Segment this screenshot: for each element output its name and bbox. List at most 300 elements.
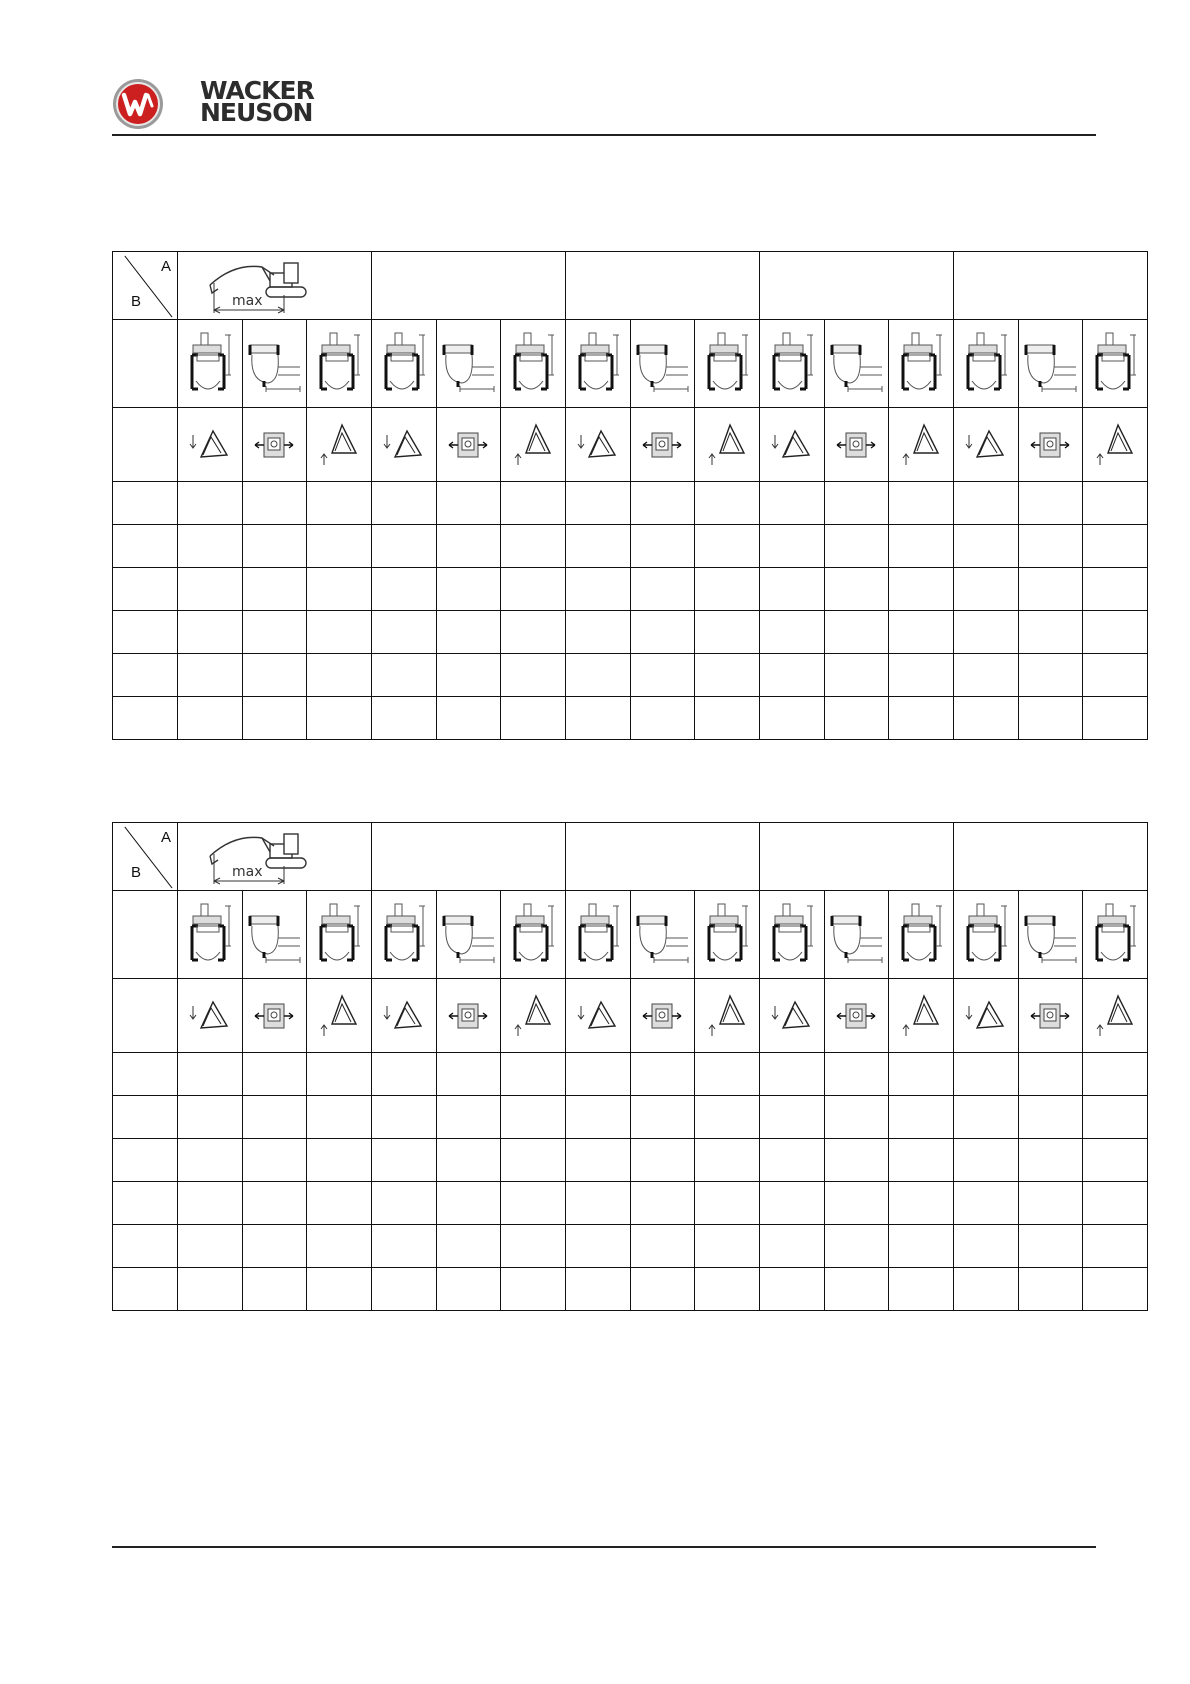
table-cell xyxy=(953,1139,1018,1182)
table-cell xyxy=(824,525,889,568)
table-cell xyxy=(565,1096,630,1139)
table-cell xyxy=(889,525,954,568)
blade-down-icon xyxy=(189,427,231,463)
row-label-cell xyxy=(113,408,178,482)
table-row xyxy=(113,654,1148,697)
position-cell xyxy=(824,891,889,979)
row-label xyxy=(113,1182,178,1225)
table-cell xyxy=(824,611,889,654)
table-cell xyxy=(242,482,307,525)
table-cell xyxy=(1018,1139,1083,1182)
table-cell xyxy=(953,1225,1018,1268)
table-cell xyxy=(436,654,501,697)
table-cell xyxy=(1083,611,1148,654)
blade-down-icon xyxy=(771,998,813,1034)
table-cell xyxy=(307,1268,372,1311)
group-header xyxy=(759,823,953,891)
blade-up-icon xyxy=(1094,994,1136,1038)
brand-line-2: NEUSON xyxy=(200,98,313,127)
lateral-swing-icon xyxy=(835,998,877,1034)
position-cell xyxy=(501,891,566,979)
lateral-swing-icon xyxy=(641,998,683,1034)
table-cell xyxy=(1018,482,1083,525)
row-label xyxy=(113,1139,178,1182)
blade-cell xyxy=(759,979,824,1053)
front-view-undercarriage-icon xyxy=(381,902,427,968)
table-cell xyxy=(759,482,824,525)
table-cell xyxy=(307,1139,372,1182)
table-cell xyxy=(630,482,695,525)
position-cell xyxy=(307,891,372,979)
table-cell xyxy=(759,568,824,611)
table-cell xyxy=(436,1053,501,1096)
table-cell xyxy=(1018,1096,1083,1139)
table-cell xyxy=(824,1096,889,1139)
table-cell xyxy=(307,1225,372,1268)
blade-cell xyxy=(824,979,889,1053)
position-cell xyxy=(565,891,630,979)
table-cell xyxy=(953,654,1018,697)
table-row xyxy=(113,611,1148,654)
table-cell xyxy=(824,1139,889,1182)
table-cell xyxy=(1018,1182,1083,1225)
blade-up-icon xyxy=(706,423,748,467)
table-cell xyxy=(824,568,889,611)
blade-down-icon xyxy=(189,998,231,1034)
group-header xyxy=(565,252,759,320)
table-row xyxy=(113,1096,1148,1139)
table-cell xyxy=(1018,1053,1083,1096)
position-cell xyxy=(178,891,243,979)
table-cell xyxy=(178,611,243,654)
table-cell xyxy=(1018,525,1083,568)
footer-rule xyxy=(112,1546,1096,1548)
table-cell xyxy=(242,654,307,697)
group-header xyxy=(371,252,565,320)
blade-up-icon xyxy=(1094,423,1136,467)
position-cell xyxy=(953,320,1018,408)
blade-cell xyxy=(630,979,695,1053)
table-cell xyxy=(371,1268,436,1311)
blade-down-icon xyxy=(577,427,619,463)
table-cell xyxy=(695,568,760,611)
group-header xyxy=(371,823,565,891)
blade-cell xyxy=(889,979,954,1053)
table-cell xyxy=(501,1182,566,1225)
table-cell xyxy=(759,654,824,697)
group-header-max-reach xyxy=(178,252,372,320)
row-label xyxy=(113,1268,178,1311)
table-cell xyxy=(178,654,243,697)
table-cell xyxy=(759,611,824,654)
table-cell xyxy=(242,697,307,740)
table-cell xyxy=(824,1053,889,1096)
table-cell xyxy=(307,1096,372,1139)
front-view-undercarriage-icon xyxy=(769,902,815,968)
table-cell xyxy=(889,1225,954,1268)
table-cell xyxy=(371,1139,436,1182)
row-label-cell xyxy=(113,320,178,408)
position-cell xyxy=(1018,891,1083,979)
table-cell xyxy=(630,1225,695,1268)
table-cell xyxy=(1018,654,1083,697)
blade-cell xyxy=(565,979,630,1053)
table-cell xyxy=(824,654,889,697)
table-cell xyxy=(242,1182,307,1225)
table-cell xyxy=(371,1182,436,1225)
table-cell xyxy=(889,1053,954,1096)
table-cell xyxy=(242,1225,307,1268)
blade-cell xyxy=(307,408,372,482)
table-cell xyxy=(824,1268,889,1311)
table-cell xyxy=(824,482,889,525)
blade-cell xyxy=(371,408,436,482)
table-cell xyxy=(630,525,695,568)
row-label xyxy=(113,611,178,654)
position-cell xyxy=(759,891,824,979)
table-cell xyxy=(436,568,501,611)
table-cell xyxy=(178,697,243,740)
table-cell xyxy=(501,654,566,697)
lifting-capacity-table-2 xyxy=(112,822,1148,1311)
header-rule xyxy=(112,134,1096,136)
front-view-undercarriage-icon xyxy=(575,331,621,397)
table-cell xyxy=(565,568,630,611)
table-cell xyxy=(501,525,566,568)
table-cell xyxy=(1083,1268,1148,1311)
table-cell xyxy=(1083,1139,1148,1182)
lifting-capacity-table-1 xyxy=(112,251,1148,740)
table-cell xyxy=(178,482,243,525)
blade-cell xyxy=(436,408,501,482)
blade-cell xyxy=(436,979,501,1053)
blade-down-icon xyxy=(383,998,425,1034)
blade-down-icon xyxy=(577,998,619,1034)
table-cell xyxy=(371,611,436,654)
side-view-undercarriage-icon xyxy=(634,902,690,968)
group-header-max-reach xyxy=(178,823,372,891)
table-cell xyxy=(178,1182,243,1225)
table-cell xyxy=(759,1139,824,1182)
table-cell xyxy=(889,1268,954,1311)
position-cell xyxy=(889,891,954,979)
table-row xyxy=(113,1268,1148,1311)
table-cell xyxy=(501,1268,566,1311)
table-cell xyxy=(1083,1096,1148,1139)
blade-up-icon xyxy=(512,994,554,1038)
table-cell xyxy=(565,611,630,654)
brand-wordmark xyxy=(200,76,314,127)
position-cell xyxy=(307,320,372,408)
header-row-blade xyxy=(113,979,1148,1053)
table-cell xyxy=(1083,1225,1148,1268)
lateral-swing-icon xyxy=(447,998,489,1034)
table-row xyxy=(113,1053,1148,1096)
table-row xyxy=(113,1139,1148,1182)
table-cell xyxy=(695,611,760,654)
table-row xyxy=(113,1182,1148,1225)
position-cell xyxy=(178,320,243,408)
brand-line-1: WACKER xyxy=(200,76,314,105)
blade-cell xyxy=(178,979,243,1053)
lateral-swing-icon xyxy=(447,427,489,463)
blade-cell xyxy=(889,408,954,482)
table-cell xyxy=(178,1225,243,1268)
table-cell xyxy=(824,697,889,740)
table-cell xyxy=(1083,654,1148,697)
table-cell xyxy=(436,1182,501,1225)
header-row-groups xyxy=(113,823,1148,891)
table-cell xyxy=(889,697,954,740)
table-cell xyxy=(371,568,436,611)
table-cell xyxy=(953,1182,1018,1225)
table-cell xyxy=(242,1096,307,1139)
blade-up-icon xyxy=(900,423,942,467)
front-view-undercarriage-icon xyxy=(1092,902,1138,968)
table-cell xyxy=(436,1225,501,1268)
table-cell xyxy=(889,568,954,611)
lateral-swing-icon xyxy=(835,427,877,463)
table-row xyxy=(113,568,1148,611)
table-cell xyxy=(759,525,824,568)
table-cell xyxy=(953,1053,1018,1096)
table-cell xyxy=(695,525,760,568)
blade-cell xyxy=(1018,979,1083,1053)
front-view-undercarriage-icon xyxy=(187,331,233,397)
table-cell xyxy=(307,697,372,740)
row-label xyxy=(113,1096,178,1139)
table-cell xyxy=(436,525,501,568)
position-cell xyxy=(501,320,566,408)
table-cell xyxy=(242,568,307,611)
excavator-max-reach-icon xyxy=(204,826,344,888)
table-row xyxy=(113,482,1148,525)
table-cell xyxy=(565,654,630,697)
table-cell xyxy=(695,1096,760,1139)
blade-up-icon xyxy=(512,423,554,467)
blade-cell xyxy=(565,408,630,482)
side-view-undercarriage-icon xyxy=(246,902,302,968)
blade-down-icon xyxy=(965,427,1007,463)
position-cell xyxy=(371,891,436,979)
table-cell xyxy=(824,1182,889,1225)
wacker-neuson-logo-icon xyxy=(112,78,164,130)
table-cell xyxy=(371,482,436,525)
table-cell xyxy=(630,1096,695,1139)
front-view-undercarriage-icon xyxy=(187,902,233,968)
table-cell xyxy=(501,1139,566,1182)
table-cell xyxy=(501,697,566,740)
table-cell xyxy=(242,1053,307,1096)
blade-cell xyxy=(178,408,243,482)
table-cell xyxy=(759,697,824,740)
blade-cell xyxy=(953,979,1018,1053)
position-cell xyxy=(371,320,436,408)
table-cell xyxy=(565,1225,630,1268)
group-header xyxy=(565,823,759,891)
front-view-undercarriage-icon xyxy=(704,331,750,397)
lateral-swing-icon xyxy=(1029,427,1071,463)
table-cell xyxy=(307,525,372,568)
table-cell xyxy=(501,1096,566,1139)
table-cell xyxy=(436,1139,501,1182)
table-cell xyxy=(371,1096,436,1139)
table-cell xyxy=(178,568,243,611)
table-cell xyxy=(695,654,760,697)
table-cell xyxy=(371,1053,436,1096)
group-header xyxy=(953,252,1147,320)
table-cell xyxy=(1083,1053,1148,1096)
position-cell xyxy=(824,320,889,408)
side-view-undercarriage-icon xyxy=(1022,902,1078,968)
table-cell xyxy=(1018,1268,1083,1311)
table-cell xyxy=(953,568,1018,611)
table-cell xyxy=(889,611,954,654)
blade-cell xyxy=(242,979,307,1053)
table-cell xyxy=(889,482,954,525)
table-cell xyxy=(630,654,695,697)
table-row xyxy=(113,1225,1148,1268)
excavator-max-reach-icon xyxy=(204,255,344,317)
table-cell xyxy=(242,525,307,568)
position-cell xyxy=(436,891,501,979)
table-cell xyxy=(953,697,1018,740)
blade-up-icon xyxy=(900,994,942,1038)
table-cell xyxy=(1083,482,1148,525)
row-label xyxy=(113,482,178,525)
table-cell xyxy=(695,1268,760,1311)
table-cell xyxy=(307,654,372,697)
lateral-swing-icon xyxy=(641,427,683,463)
table-cell xyxy=(953,482,1018,525)
header-row-position xyxy=(113,891,1148,979)
blade-cell xyxy=(1083,979,1148,1053)
front-view-undercarriage-icon xyxy=(381,331,427,397)
table-cell xyxy=(695,697,760,740)
lateral-swing-icon xyxy=(253,427,295,463)
table-cell xyxy=(889,1096,954,1139)
table-cell xyxy=(630,1139,695,1182)
blade-cell xyxy=(307,979,372,1053)
table-cell xyxy=(565,1139,630,1182)
corner-cell xyxy=(113,823,178,891)
side-view-undercarriage-icon xyxy=(246,331,302,397)
blade-cell xyxy=(695,408,760,482)
table-cell xyxy=(565,1182,630,1225)
table-cell xyxy=(759,1225,824,1268)
table-cell xyxy=(889,654,954,697)
row-label xyxy=(113,525,178,568)
table-cell xyxy=(307,611,372,654)
table-cell xyxy=(436,1096,501,1139)
table-cell xyxy=(953,1096,1018,1139)
table-cell xyxy=(178,1096,243,1139)
table-cell xyxy=(178,1268,243,1311)
table-cell xyxy=(501,482,566,525)
corner-label-b: B xyxy=(131,864,142,881)
blade-cell xyxy=(759,408,824,482)
row-label-cell xyxy=(113,979,178,1053)
table-cell xyxy=(695,1182,760,1225)
front-view-undercarriage-icon xyxy=(575,902,621,968)
blade-up-icon xyxy=(318,994,360,1038)
table-cell xyxy=(889,1182,954,1225)
table-cell xyxy=(242,611,307,654)
side-view-undercarriage-icon xyxy=(634,331,690,397)
header-row-groups xyxy=(113,252,1148,320)
row-label-cell xyxy=(113,891,178,979)
table-cell xyxy=(759,1053,824,1096)
front-view-undercarriage-icon xyxy=(769,331,815,397)
table-cell xyxy=(630,697,695,740)
table-cell xyxy=(953,525,1018,568)
table-cell xyxy=(630,568,695,611)
corner-cell xyxy=(113,252,178,320)
table-cell xyxy=(630,1182,695,1225)
table-cell xyxy=(1018,611,1083,654)
table-cell xyxy=(565,697,630,740)
table-cell xyxy=(501,568,566,611)
row-label xyxy=(113,568,178,611)
table-cell xyxy=(565,482,630,525)
table-row xyxy=(113,525,1148,568)
position-cell xyxy=(630,891,695,979)
table-cell xyxy=(371,525,436,568)
corner-label-a: A xyxy=(160,258,171,275)
blade-up-icon xyxy=(706,994,748,1038)
group-header xyxy=(953,823,1147,891)
blade-down-icon xyxy=(383,427,425,463)
front-view-undercarriage-icon xyxy=(898,331,944,397)
blade-cell xyxy=(501,408,566,482)
front-view-undercarriage-icon xyxy=(963,902,1009,968)
blade-cell xyxy=(242,408,307,482)
blade-cell xyxy=(630,408,695,482)
table-cell xyxy=(1083,568,1148,611)
table-cell xyxy=(307,568,372,611)
blade-cell xyxy=(1018,408,1083,482)
table-cell xyxy=(242,1268,307,1311)
table-cell xyxy=(824,1225,889,1268)
position-cell xyxy=(759,320,824,408)
table-cell xyxy=(436,482,501,525)
page-header xyxy=(112,78,1096,136)
blade-down-icon xyxy=(771,427,813,463)
position-cell xyxy=(1083,891,1148,979)
front-view-undercarriage-icon xyxy=(510,331,556,397)
position-cell xyxy=(889,320,954,408)
lateral-swing-icon xyxy=(253,998,295,1034)
position-cell xyxy=(1083,320,1148,408)
side-view-undercarriage-icon xyxy=(440,902,496,968)
corner-label-b: B xyxy=(131,293,142,310)
table-cell xyxy=(371,1225,436,1268)
corner-label-a: A xyxy=(160,829,171,846)
side-view-undercarriage-icon xyxy=(828,902,884,968)
blade-cell xyxy=(371,979,436,1053)
table-cell xyxy=(1018,697,1083,740)
table-cell xyxy=(565,1053,630,1096)
front-view-undercarriage-icon xyxy=(963,331,1009,397)
blade-up-icon xyxy=(318,423,360,467)
table-cell xyxy=(695,1053,760,1096)
max-label: max xyxy=(232,863,263,880)
table-cell xyxy=(953,1268,1018,1311)
max-label: max xyxy=(232,292,263,309)
blade-cell xyxy=(501,979,566,1053)
table-cell xyxy=(242,1139,307,1182)
side-view-undercarriage-icon xyxy=(1022,331,1078,397)
